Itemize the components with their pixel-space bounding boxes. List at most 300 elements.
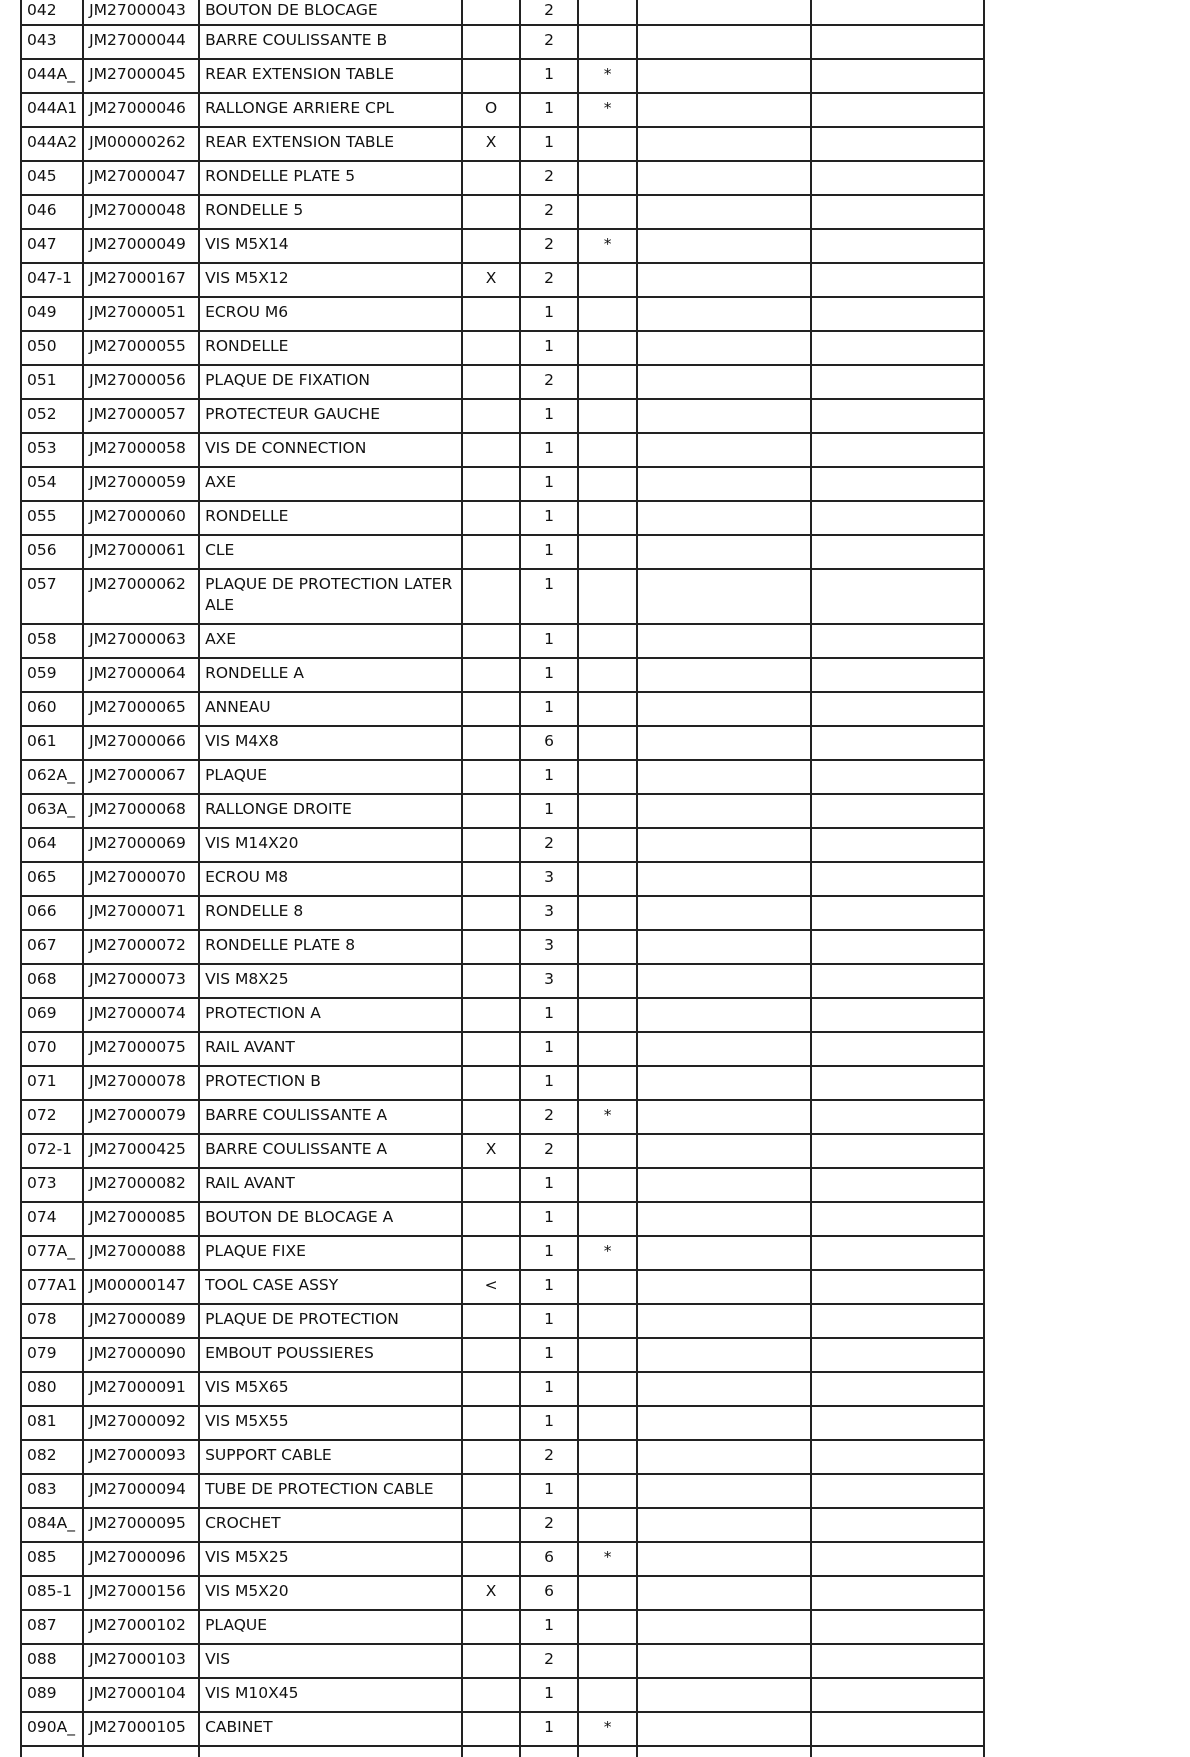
note-mark-cell (578, 862, 637, 896)
variant-mark-cell (462, 726, 520, 760)
reference-code-cell: JM27000105 (83, 1712, 199, 1746)
part-number-cell: 073 (21, 1168, 83, 1202)
reference-code-cell: JM27000096 (83, 1542, 199, 1576)
note-mark-cell (578, 1202, 637, 1236)
variant-mark-cell (462, 1440, 520, 1474)
part-number-cell: 058 (21, 624, 83, 658)
table-row (21, 1644, 984, 1678)
part-number-cell: 070 (21, 1032, 83, 1066)
part-number-cell: 056 (21, 535, 83, 569)
empty-cell (811, 1644, 984, 1678)
note-mark-cell (578, 760, 637, 794)
quantity-cell: 1 (520, 794, 578, 828)
empty-cell (811, 297, 984, 331)
reference-code-cell: JM27000093 (83, 1440, 199, 1474)
empty-cell (811, 399, 984, 433)
empty-cell (637, 365, 811, 399)
description-cell: REAR EXTENSION TABLE (199, 59, 462, 93)
table-row (21, 1202, 984, 1236)
empty-cell (811, 1440, 984, 1474)
note-mark-cell (578, 569, 637, 624)
quantity-cell: 2 (520, 828, 578, 862)
table-row (21, 297, 984, 331)
empty-cell (637, 127, 811, 161)
note-mark-cell (578, 1372, 637, 1406)
reference-code-cell: JM27000056 (83, 365, 199, 399)
empty-cell (637, 1440, 811, 1474)
empty-cell (578, 1746, 637, 1757)
reference-code-cell: JM27000070 (83, 862, 199, 896)
part-number-cell: 047 (21, 229, 83, 263)
reference-code-cell: JM27000078 (83, 1066, 199, 1100)
quantity-cell: 1 (520, 1338, 578, 1372)
variant-mark-cell: X (462, 1134, 520, 1168)
description-cell: VIS M4X8 (199, 726, 462, 760)
empty-cell (811, 0, 984, 25)
part-number-cell: 082 (21, 1440, 83, 1474)
quantity-cell: 1 (520, 1270, 578, 1304)
description-cell: VIS M5X65 (199, 1372, 462, 1406)
empty-cell (637, 998, 811, 1032)
description-cell: VIS M5X55 (199, 1406, 462, 1440)
part-number-cell: 072-1 (21, 1134, 83, 1168)
empty-cell (811, 161, 984, 195)
description-cell: AXE (199, 624, 462, 658)
quantity-cell: 2 (520, 0, 578, 25)
quantity-cell: 1 (520, 1610, 578, 1644)
empty-cell (637, 726, 811, 760)
reference-code-cell: JM00000262 (83, 127, 199, 161)
empty-cell (83, 1746, 199, 1757)
variant-mark-cell (462, 399, 520, 433)
table-row (21, 1678, 984, 1712)
variant-mark-cell (462, 624, 520, 658)
part-number-cell: 067 (21, 930, 83, 964)
empty-cell (637, 930, 811, 964)
table-row (21, 1032, 984, 1066)
table-row (21, 1440, 984, 1474)
reference-code-cell: JM27000091 (83, 1372, 199, 1406)
description-cell: CLE (199, 535, 462, 569)
empty-cell (637, 263, 811, 297)
description-cell: TUBE DE PROTECTION CABLE (199, 1474, 462, 1508)
quantity-cell: 2 (520, 1644, 578, 1678)
empty-cell (811, 1066, 984, 1100)
reference-code-cell: JM27000065 (83, 692, 199, 726)
quantity-cell: 2 (520, 229, 578, 263)
variant-mark-cell (462, 1338, 520, 1372)
description-cell: VIS DE CONNECTION (199, 433, 462, 467)
description-cell: RONDELLE (199, 501, 462, 535)
empty-cell (811, 1678, 984, 1712)
note-mark-cell (578, 0, 637, 25)
quantity-cell: 3 (520, 964, 578, 998)
empty-cell (637, 93, 811, 127)
reference-code-cell: JM27000066 (83, 726, 199, 760)
variant-mark-cell (462, 229, 520, 263)
note-mark-cell (578, 127, 637, 161)
note-mark-cell (578, 1610, 637, 1644)
empty-cell (637, 161, 811, 195)
quantity-cell: 1 (520, 1032, 578, 1066)
empty-cell (811, 624, 984, 658)
description-cell: BARRE COULISSANTE A (199, 1134, 462, 1168)
table-row (21, 59, 984, 93)
empty-cell (637, 1542, 811, 1576)
empty-cell (637, 331, 811, 365)
quantity-cell: 2 (520, 263, 578, 297)
table-row (21, 1508, 984, 1542)
empty-cell (637, 1576, 811, 1610)
empty-cell (811, 692, 984, 726)
empty-cell (637, 1746, 811, 1757)
empty-cell (811, 794, 984, 828)
empty-cell (811, 1746, 984, 1757)
variant-mark-cell (462, 964, 520, 998)
description-cell: ECROU M8 (199, 862, 462, 896)
part-number-cell: 078 (21, 1304, 83, 1338)
note-mark-cell (578, 964, 637, 998)
reference-code-cell: JM27000095 (83, 1508, 199, 1542)
description-cell: BOUTON DE BLOCAGE A (199, 1202, 462, 1236)
description-cell: RONDELLE 8 (199, 896, 462, 930)
note-mark-cell (578, 1474, 637, 1508)
empty-cell (811, 127, 984, 161)
empty-cell (637, 297, 811, 331)
quantity-cell: 1 (520, 1406, 578, 1440)
empty-cell (637, 195, 811, 229)
note-mark-cell (578, 828, 637, 862)
part-number-cell: 055 (21, 501, 83, 535)
quantity-cell: 1 (520, 1304, 578, 1338)
quantity-cell: 6 (520, 1576, 578, 1610)
empty-cell (637, 1406, 811, 1440)
description-cell: SUPPORT CABLE (199, 1440, 462, 1474)
reference-code-cell: JM27000058 (83, 433, 199, 467)
parts-table-body (21, 0, 984, 1757)
part-number-cell: 044A1 (21, 93, 83, 127)
empty-cell (811, 1270, 984, 1304)
table-row (21, 896, 984, 930)
table-row (21, 569, 984, 624)
quantity-cell: 1 (520, 467, 578, 501)
empty-cell (811, 467, 984, 501)
quantity-cell: 2 (520, 1508, 578, 1542)
note-mark-cell (578, 1304, 637, 1338)
variant-mark-cell (462, 59, 520, 93)
variant-mark-cell (462, 161, 520, 195)
empty-cell (637, 59, 811, 93)
part-number-cell: 045 (21, 161, 83, 195)
table-row (21, 862, 984, 896)
table-row (21, 0, 984, 25)
reference-code-cell: JM27000089 (83, 1304, 199, 1338)
note-mark-cell (578, 624, 637, 658)
reference-code-cell: JM27000059 (83, 467, 199, 501)
quantity-cell: 2 (520, 1440, 578, 1474)
part-number-cell: 050 (21, 331, 83, 365)
description-cell: AXE (199, 467, 462, 501)
variant-mark-cell (462, 692, 520, 726)
reference-code-cell: JM27000090 (83, 1338, 199, 1372)
variant-mark-cell: X (462, 127, 520, 161)
part-number-cell: 074 (21, 1202, 83, 1236)
reference-code-cell: JM27000085 (83, 1202, 199, 1236)
part-number-cell: 087 (21, 1610, 83, 1644)
variant-mark-cell (462, 501, 520, 535)
description-cell: BOUTON DE BLOCAGE (199, 0, 462, 25)
reference-code-cell: JM27000046 (83, 93, 199, 127)
note-mark-cell (578, 1134, 637, 1168)
empty-cell (811, 93, 984, 127)
note-mark-cell (578, 1338, 637, 1372)
empty-cell (811, 535, 984, 569)
reference-code-cell: JM27000072 (83, 930, 199, 964)
reference-code-cell: JM27000425 (83, 1134, 199, 1168)
note-mark-cell (578, 1678, 637, 1712)
table-row (21, 399, 984, 433)
part-number-cell: 080 (21, 1372, 83, 1406)
part-number-cell: 044A_ (21, 59, 83, 93)
empty-cell (637, 658, 811, 692)
quantity-cell: 6 (520, 1542, 578, 1576)
part-number-cell: 085-1 (21, 1576, 83, 1610)
quantity-cell: 1 (520, 1712, 578, 1746)
empty-cell (811, 1032, 984, 1066)
table-row (21, 365, 984, 399)
quantity-cell: 2 (520, 25, 578, 59)
description-cell: CABINET (199, 1712, 462, 1746)
note-mark-cell (578, 433, 637, 467)
reference-code-cell: JM27000043 (83, 0, 199, 25)
variant-mark-cell (462, 1100, 520, 1134)
note-mark-cell: * (578, 93, 637, 127)
empty-cell (637, 467, 811, 501)
quantity-cell: 1 (520, 297, 578, 331)
table-row (21, 1236, 984, 1270)
quantity-cell: 2 (520, 1100, 578, 1134)
empty-cell (637, 964, 811, 998)
description-cell: RONDELLE A (199, 658, 462, 692)
note-mark-cell (578, 1406, 637, 1440)
quantity-cell: 1 (520, 1474, 578, 1508)
part-number-cell: 072 (21, 1100, 83, 1134)
quantity-cell: 1 (520, 93, 578, 127)
quantity-cell: 1 (520, 1236, 578, 1270)
variant-mark-cell (462, 1474, 520, 1508)
variant-mark-cell: O (462, 93, 520, 127)
table-row (21, 1712, 984, 1746)
part-number-cell: 062A_ (21, 760, 83, 794)
reference-code-cell: JM27000062 (83, 569, 199, 624)
variant-mark-cell (462, 1678, 520, 1712)
table-row (21, 1372, 984, 1406)
variant-mark-cell (462, 828, 520, 862)
description-cell: PLAQUE DE PROTECTION (199, 1304, 462, 1338)
empty-cell (811, 195, 984, 229)
empty-cell (637, 1066, 811, 1100)
reference-code-cell: JM27000044 (83, 25, 199, 59)
empty-cell (637, 828, 811, 862)
reference-code-cell: JM27000061 (83, 535, 199, 569)
quantity-cell: 1 (520, 658, 578, 692)
reference-code-cell: JM27000068 (83, 794, 199, 828)
note-mark-cell (578, 1508, 637, 1542)
reference-code-cell: JM27000094 (83, 1474, 199, 1508)
empty-cell (637, 1236, 811, 1270)
part-number-cell: 066 (21, 896, 83, 930)
variant-mark-cell (462, 862, 520, 896)
empty-cell (637, 1032, 811, 1066)
empty-cell (637, 760, 811, 794)
quantity-cell: 1 (520, 998, 578, 1032)
part-number-cell: 052 (21, 399, 83, 433)
reference-code-cell: JM27000060 (83, 501, 199, 535)
variant-mark-cell (462, 195, 520, 229)
note-mark-cell (578, 365, 637, 399)
empty-cell (811, 1508, 984, 1542)
empty-cell (811, 433, 984, 467)
variant-mark-cell (462, 1542, 520, 1576)
table-row (21, 1304, 984, 1338)
empty-cell (637, 229, 811, 263)
empty-cell (811, 263, 984, 297)
note-mark-cell: * (578, 1236, 637, 1270)
table-row (21, 1168, 984, 1202)
description-cell: PLAQUE (199, 760, 462, 794)
empty-cell (637, 862, 811, 896)
description-cell: VIS M5X12 (199, 263, 462, 297)
empty-cell (811, 726, 984, 760)
empty-cell (637, 535, 811, 569)
table-row (21, 828, 984, 862)
description-cell: PLAQUE DE PROTECTION LATER ALE (199, 569, 462, 624)
description-cell: VIS M8X25 (199, 964, 462, 998)
empty-cell (811, 964, 984, 998)
empty-cell (811, 501, 984, 535)
empty-cell (462, 1746, 520, 1757)
empty-cell (811, 1100, 984, 1134)
empty-cell (811, 1134, 984, 1168)
quantity-cell: 2 (520, 195, 578, 229)
quantity-cell: 1 (520, 1678, 578, 1712)
empty-cell (637, 1678, 811, 1712)
reference-code-cell: JM27000069 (83, 828, 199, 862)
empty-cell (637, 1474, 811, 1508)
variant-mark-cell (462, 1236, 520, 1270)
description-cell: ANNEAU (199, 692, 462, 726)
empty-cell (637, 25, 811, 59)
part-number-cell: 077A_ (21, 1236, 83, 1270)
empty-cell (811, 25, 984, 59)
empty-cell (811, 229, 984, 263)
variant-mark-cell (462, 535, 520, 569)
empty-cell (811, 1304, 984, 1338)
description-cell: VIS M10X45 (199, 1678, 462, 1712)
table-row (21, 195, 984, 229)
note-mark-cell (578, 1066, 637, 1100)
description-cell: PLAQUE DE FIXATION (199, 365, 462, 399)
part-number-cell: 049 (21, 297, 83, 331)
part-number-cell: 046 (21, 195, 83, 229)
note-mark-cell (578, 998, 637, 1032)
table-row (21, 794, 984, 828)
part-number-cell: 061 (21, 726, 83, 760)
note-mark-cell (578, 195, 637, 229)
reference-code-cell: JM27000063 (83, 624, 199, 658)
empty-cell (811, 1168, 984, 1202)
reference-code-cell: JM27000064 (83, 658, 199, 692)
empty-cell (811, 1474, 984, 1508)
reference-code-cell: JM27000067 (83, 760, 199, 794)
quantity-cell: 3 (520, 930, 578, 964)
reference-code-cell: JM27000167 (83, 263, 199, 297)
reference-code-cell: JM27000156 (83, 1576, 199, 1610)
table-row (21, 692, 984, 726)
parts-list-page (20, 0, 985, 1757)
note-mark-cell (578, 1168, 637, 1202)
table-row (21, 161, 984, 195)
table-row (21, 93, 984, 127)
empty-cell (811, 59, 984, 93)
part-number-cell: 044A2 (21, 127, 83, 161)
note-mark-cell (578, 161, 637, 195)
empty-cell (637, 1168, 811, 1202)
empty-cell (637, 794, 811, 828)
note-mark-cell (578, 930, 637, 964)
description-cell: PROTECTEUR GAUCHE (199, 399, 462, 433)
table-row (21, 1474, 984, 1508)
description-cell: EMBOUT POUSSIERES (199, 1338, 462, 1372)
empty-cell (811, 1542, 984, 1576)
variant-mark-cell (462, 1304, 520, 1338)
description-cell: ECROU M6 (199, 297, 462, 331)
part-number-cell: 054 (21, 467, 83, 501)
empty-cell (811, 569, 984, 624)
note-mark-cell (578, 1270, 637, 1304)
table-row (21, 501, 984, 535)
table-row (21, 964, 984, 998)
note-mark-cell (578, 1576, 637, 1610)
description-cell: PROTECTION B (199, 1066, 462, 1100)
table-row (21, 331, 984, 365)
part-number-cell: 053 (21, 433, 83, 467)
description-cell: RALLONGE DROITE (199, 794, 462, 828)
empty-cell (811, 1712, 984, 1746)
variant-mark-cell (462, 1406, 520, 1440)
reference-code-cell: JM27000079 (83, 1100, 199, 1134)
note-mark-cell (578, 501, 637, 535)
empty-cell (811, 760, 984, 794)
variant-mark-cell (462, 794, 520, 828)
note-mark-cell (578, 794, 637, 828)
empty-cell (199, 1746, 462, 1757)
empty-cell (637, 624, 811, 658)
empty-cell (637, 1508, 811, 1542)
empty-cell (811, 862, 984, 896)
quantity-cell: 2 (520, 1134, 578, 1168)
reference-code-cell: JM27000045 (83, 59, 199, 93)
empty-cell (637, 1338, 811, 1372)
part-number-cell: 069 (21, 998, 83, 1032)
variant-mark-cell (462, 1712, 520, 1746)
empty-cell (637, 692, 811, 726)
table-row (21, 1134, 984, 1168)
description-cell: RONDELLE 5 (199, 195, 462, 229)
reference-code-cell: JM27000092 (83, 1406, 199, 1440)
part-number-cell: 077A1 (21, 1270, 83, 1304)
empty-cell (811, 1610, 984, 1644)
